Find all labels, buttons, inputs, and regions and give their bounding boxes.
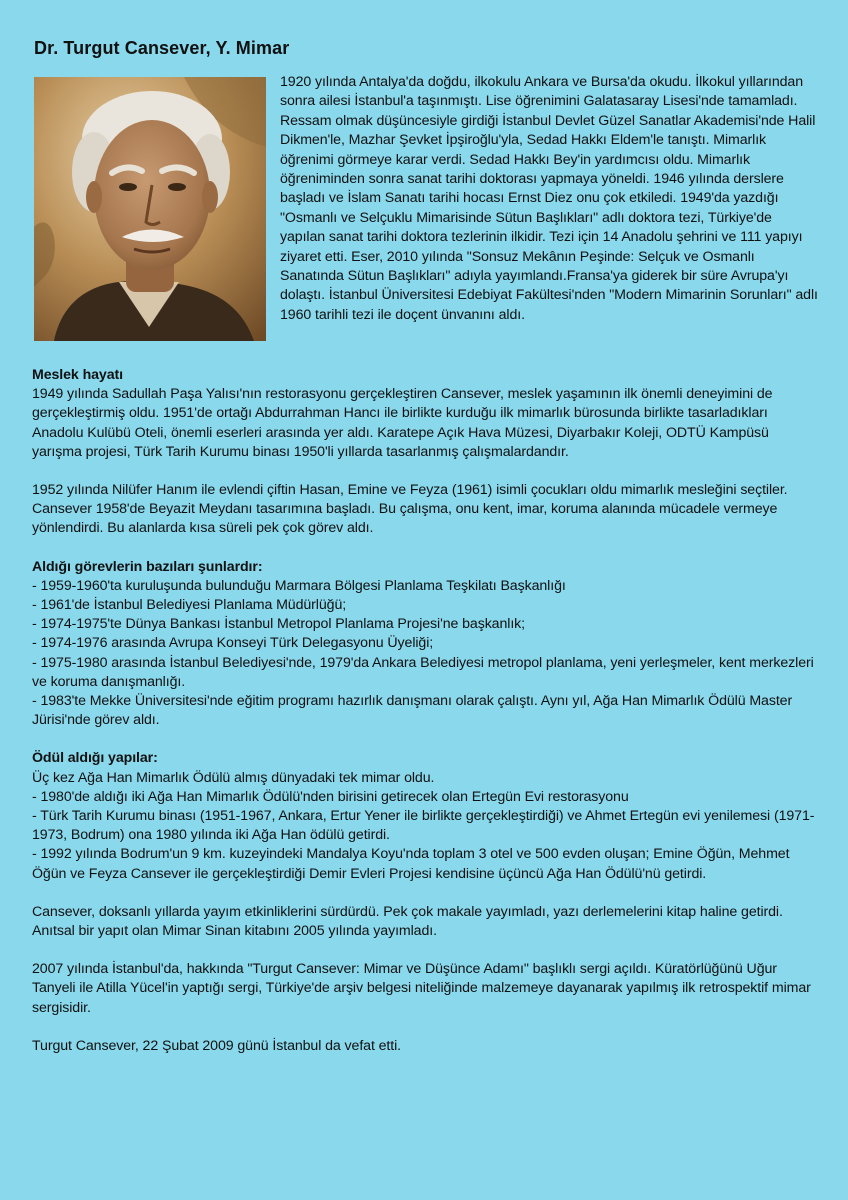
- award-item: - 1980'de aldığı iki Ağa Han Mimarlık Ödülü'nden birisini getirecek olan Ertegün Evi restorasyonu: [32, 788, 629, 805]
- closing-paragraph-3: Turgut Cansever, 22 Şubat 2009 günü İstanbul da vefat etti.: [32, 1037, 402, 1054]
- career-heading: Meslek hayatı: [32, 367, 123, 383]
- page-title: Dr. Turgut Cansever, Y. Mimar: [34, 38, 290, 58]
- duty-item: - 1959-1960'ta kuruluşunda bulunduğu Marmara Bölgesi Planlama Teşkilatı Başkanlığı: [32, 577, 566, 594]
- portrait-photo: [34, 77, 266, 341]
- intro-text: [280, 73, 820, 325]
- duty-item: - 1974-1976 arasında Avrupa Konseyi Türk Delegasyonu Üyeliği;: [32, 635, 434, 652]
- award-item: - Türk Tarih Kurumu binası (1951-1967, Ankara, Ertur Yener ile birlikte gerçekleştirdiği) ve Ahmet Ertegün evi yenilemesi (1971-1973, Bodrum) ona 1980 yılında iki Ağa Han ödülü getirdi.: [32, 808, 815, 844]
- duty-item: - 1974-1975'te Dünya Bankası İstanbul Metropol Planlama Projesi'ne başkanlık;: [32, 616, 525, 633]
- portrait-illustration: [34, 77, 266, 341]
- closing-paragraph-1: Cansever, doksanlı yıllarda yayım etkinliklerini sürdürdü. Pek çok makale yayımladı, yazı derlemelerini kitap haline getirdi. Anıtsal bir yapıt olan Mimar Sinan kitabını 2005 yılında yayımladı.: [32, 903, 783, 940]
- career-paragraph-3: Cansever 1958'de Beyazit Meydanı tasarımına başladı. Bu çalışma, onu kent, imar, koruma alanında mücadele vermeye yönlendirdi. Bu alanlarda kısa süreli pek çok görev aldı.: [32, 501, 778, 537]
- duty-item: - 1983'te Mekke Üniversitesi'nde eğitim programı hazırlık danışmanı olarak çalıştı. Aynı yıl, Ağa Han Mimarlık Ödülü Master Jürisi'nde görev aldı.: [32, 693, 793, 729]
- career-paragraph-2: 1952 yılında Nilüfer Hanım ile evlendi çiftin Hasan, Emine ve Feyza (1961) isimli çocukları oldu mimarlık mesleğini seçtiler.: [32, 482, 788, 499]
- duty-item: - 1975-1980 arasında İstanbul Belediyesi'nde, 1979'da Ankara Belediyesi metropol planlama, yeni yerleşmeler, kent merkezleri ve koruma danışmanlığı.: [32, 654, 814, 690]
- awards-intro: Üç kez Ağa Han Mimarlık Ödülü almış dünyadaki tek mimar oldu.: [32, 769, 435, 786]
- career-paragraph-1: 1949 yılında Sadullah Paşa Yalısı'nın restorasyonu gerçekleştiren Cansever, meslek yaşamının ilk önemli deneyimini de gerçekleştirmiş oldu. 1951'de ortağı Abdurrahman Hancı ile birlikte kurduğu ilk mimarlık bürosunda birlikte tasarladıkları Anadolu Kulübü Oteli, önemli eserleri arasında yer aldı. Karatepe Açık Hava Müzesi, Diyarbakır Koleji, ODTÜ Kampüsü yarışma projesi, Türk Tarih Kurumu binası 1950'li yıllarda tasarlanmış çalışmalardandır.: [32, 386, 773, 460]
- duty-item: - 1961'de İstanbul Belediyesi Planlama Müdürlüğü;: [32, 597, 347, 614]
- article-body: [32, 366, 822, 1056]
- duties-heading: Aldığı görevlerin bazıları şunlardır:: [32, 558, 263, 575]
- intro-paragraph: 1920 yılında Antalya'da doğdu, ilkokulu Ankara ve Bursa'da okudu. İlkokul yıllarından sonra ailesi İstanbul'a taşınmıştı. Lise öğrenimini Galatasaray Lisesi'nde tamamladı. Ressam olmak düşüncesiyle girdiği İstanbul Devlet Güzel Sanatlar Akademisi'nde Halil Dikmen'le, Mazhar Şevket İpşiroğlu'yla, Sedad Hakkı Eldem'le tanıştı. Mimarlık öğrenimi görmeye karar verdi. Sedad Hakkı Bey'in yardımcısı oldu. Mimarlık öğreniminden sonra sanat tarihi doktorası yapmaya yöneldi. 1946 yılında derslere başladı ve İslam Sanatı tarihi hocası Ernst Diez onu çok etkiledi. 1949'da yazdığı "Osmanlı ve Selçuklu Mimarisinde Sütun Başlıkları" adlı doktora tezi, Türkiye'de yapılan sanat tarihi doktora tezlerinin ilkidir. Tezi için 14 Anadolu şehrini ve 111 yapıyı ziyaret etti. Eser, 2010 yılında "Sonsuz Mekânın Peşinde: Selçuk ve Osmanlı Sanatında Sütun Başlıkları" adıyla yayımlandı.Fransa'ya giderek bir süre Avrupa'yı dolaştı. İstanbul Üniversitesi Edebiyat Fakültesi'nden "Modern Mimarinin Sorunları" adlı 1960 tarihli tezi ile doçent ünvanını aldı.: [280, 74, 818, 323]
- closing-paragraph-2: 2007 yılında İstanbul'da, hakkında "Turgut Cansever: Mimar ve Düşünce Adamı" başlıklı sergi açıldı. Küratörlüğünü Uğur Tanyeli ile Atilla Yücel'in yaptığı sergi, Türkiye'de arşiv belgesi niteliğinde malzemeye dayanarak yapılmış ilk retrospektif mimar sergisidir.: [32, 961, 811, 1016]
- award-item: - 1992 yılında Bodrum'un 9 km. kuzeyindeki Mandalya Koyu'nda toplam 3 otel ve 500 evden oluşan; Emine Öğün, Mehmet Öğün ve Feyza Cansever ile gerçekleştirdiği Demir Evleri Projesi kendisine üçüncü Ağa Han Ödülü'nü getirdi.: [32, 846, 790, 882]
- awards-heading: Ödül aldığı yapılar:: [32, 750, 158, 767]
